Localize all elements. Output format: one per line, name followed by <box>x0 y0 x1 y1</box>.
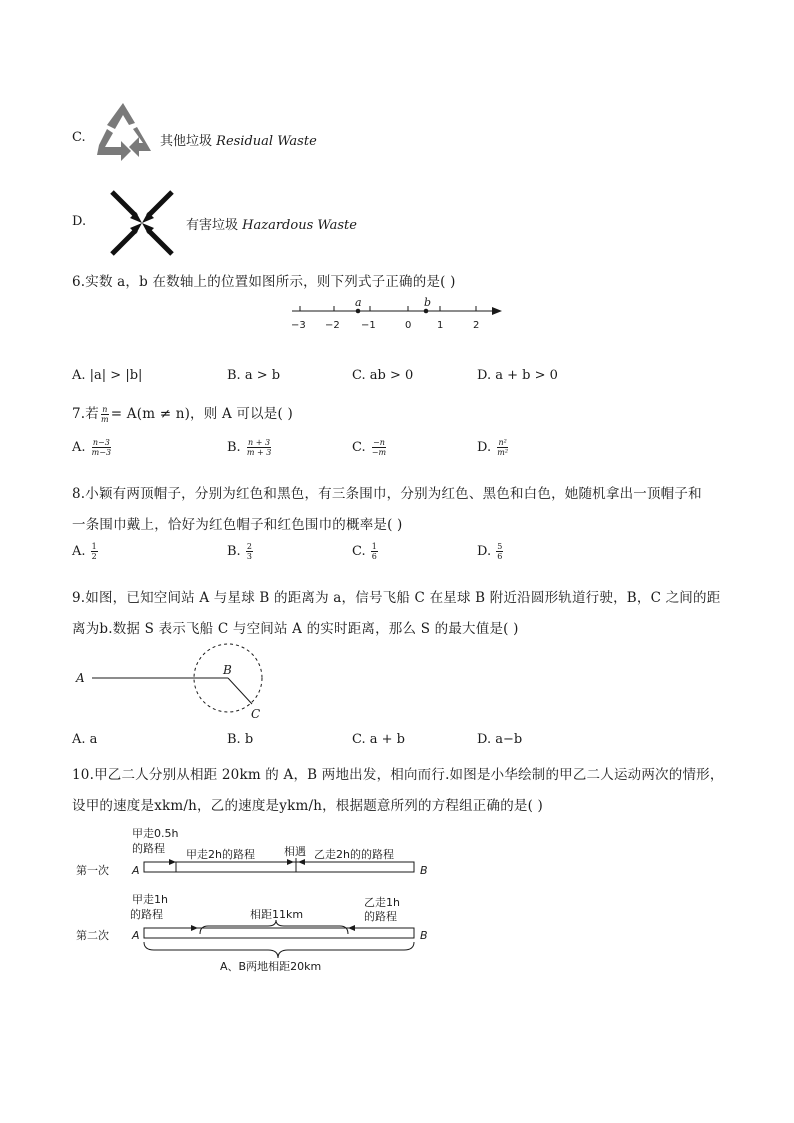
r2-mid-label: 相距11km <box>250 908 304 921</box>
q9-option-d <box>477 732 522 747</box>
q7-stem-num: n <box>102 405 108 414</box>
option-c-text-cn: 其他垃圾 <box>160 134 213 149</box>
option-fraction <box>91 542 98 561</box>
q9-option-b <box>227 732 253 747</box>
r1-seg2-label: 甲走2h的路程 <box>186 848 255 861</box>
fraction-num: 5 <box>497 542 503 551</box>
q6-option-d: D. a + b > 0 <box>477 368 558 383</box>
q10-stem-line2: 设甲的速度是xkm/h，乙的速度是ykm/h，根据题意所列的方程组正确的是( ) <box>72 798 544 814</box>
option-text: B. b <box>227 732 254 747</box>
q8-stem-line2: 一条围巾戴上，恰好为红色帽子和红色围巾的概率是( ) <box>72 517 403 533</box>
option-letter: B. <box>227 440 241 455</box>
fraction-den: m + 3 <box>246 448 272 457</box>
r2-point-b: B <box>420 929 428 942</box>
r2-right-top-label: 乙走1h <box>364 896 400 909</box>
tick-label: −3 <box>291 320 306 331</box>
q7-option-c <box>352 438 388 457</box>
option-fraction <box>246 438 272 457</box>
fraction-den: −m <box>371 448 387 457</box>
option-text: A. a <box>72 732 98 747</box>
option-letter: B. <box>227 544 241 559</box>
row2-label: 第二次 <box>76 929 109 942</box>
fraction-num: 2 <box>246 542 252 551</box>
q10-distance-diagram <box>72 822 442 978</box>
option-letter: D. <box>477 544 492 559</box>
fraction-den: m² <box>497 448 509 457</box>
option-d-text <box>186 214 357 233</box>
fraction-den: 6 <box>497 552 503 561</box>
fraction-num: n² <box>498 438 507 447</box>
option-letter: A. <box>72 544 86 559</box>
option-fraction <box>496 542 503 561</box>
point-c-label: C <box>251 707 261 721</box>
tick-label: 2 <box>473 320 480 331</box>
point-b-label: b <box>424 296 432 309</box>
point-a-label: A <box>76 671 85 685</box>
q10-stem-line1: 10.甲乙二人分别从相距 20km 的 A，B 两地出发，相向而行.如图是小华绘制的甲乙二人运动两次的情形， <box>72 767 724 783</box>
r1-point-b: B <box>420 864 428 877</box>
option-letter: C. <box>352 544 366 559</box>
q7-stem <box>72 402 293 424</box>
q6-number-line <box>288 296 508 336</box>
q9-option-c <box>352 732 405 747</box>
q7-stem-prefix: 7.若 <box>72 406 99 422</box>
fraction-den: 6 <box>371 552 377 561</box>
option-letter: C. <box>352 440 366 455</box>
q9-option-a <box>72 732 97 747</box>
q7-stem-den: m <box>100 415 109 424</box>
tick-label: 1 <box>437 320 444 331</box>
option-fraction <box>371 542 378 561</box>
q7-option-a <box>72 438 113 457</box>
r2-left-top-label: 甲走1h <box>132 893 168 906</box>
fraction-num: n−3 <box>92 438 110 447</box>
hazard-cross-arrows-icon <box>108 190 176 256</box>
q9-orbit-figure <box>70 640 270 724</box>
fraction-num: n + 3 <box>248 438 271 447</box>
q6-stem: 6.实数 a，b 在数轴上的位置如图所示，则下列式子正确的是( ) <box>72 274 456 290</box>
q8-option-b <box>227 542 254 561</box>
q7-option-b <box>227 438 273 457</box>
row1-label: 第一次 <box>76 864 109 877</box>
option-c-letter: C. <box>72 130 86 145</box>
q6-option-c: C. ab > 0 <box>352 368 414 383</box>
r1-seg1-bottom-label: 的路程 <box>132 842 165 855</box>
option-fraction <box>371 438 387 457</box>
r2-total-label: A、B两地相距20km <box>220 960 322 973</box>
r1-seg3-label: 乙走2h的的路程 <box>314 848 394 861</box>
option-fraction <box>246 542 253 561</box>
option-text: C. a + b <box>352 732 405 747</box>
point-b-dot <box>424 309 429 314</box>
fraction-num: −n <box>372 438 385 447</box>
point-a-label: a <box>355 296 362 309</box>
option-d-text-en: Hazardous Waste <box>242 218 357 233</box>
tick-label: −1 <box>361 320 376 331</box>
r1-point-a: A <box>132 864 140 877</box>
q6-option-a: A. |a| > |b| <box>72 368 143 383</box>
fraction-den: 2 <box>91 552 97 561</box>
q8-option-c <box>352 542 379 561</box>
option-d-text-cn: 有害垃圾 <box>186 218 239 233</box>
option-c-text <box>160 130 317 149</box>
q6-option-b: B. a > b <box>227 368 281 383</box>
point-a-dot <box>356 309 361 314</box>
option-fraction <box>496 438 509 457</box>
q9-stem-line1: 9.如图，已知空间站 A 与星球 B 的距离为 a，信号飞船 C 在星球 B 附近沿圆形轨道行驶，B，C 之间的距 <box>72 590 721 606</box>
option-c-text-en: Residual Waste <box>216 134 317 149</box>
option-letter: D. <box>477 440 492 455</box>
option-fraction <box>91 438 112 457</box>
q8-stem-line1: 8.小颖有两顶帽子，分别为红色和黑色，有三条围巾，分别为红色、黑色和白色，她随机拿出一顶帽子和 <box>72 486 702 502</box>
tick-label: 0 <box>405 320 412 331</box>
fraction-den: m−3 <box>91 448 112 457</box>
q7-stem-fraction <box>100 405 110 424</box>
r2-point-a: A <box>132 929 140 942</box>
q7-stem-suffix: = A(m ≠ n)，则 A 可以是( ) <box>110 406 293 422</box>
point-b-label: B <box>223 663 232 677</box>
fraction-den: 3 <box>246 552 252 561</box>
q7-option-d <box>477 438 510 457</box>
option-d-letter: D. <box>72 214 87 229</box>
tick-label: −2 <box>325 320 340 331</box>
r1-meet-label: 相遇 <box>284 845 306 858</box>
recycle-arrows-icon <box>93 101 157 171</box>
fraction-num: 1 <box>371 542 377 551</box>
r1-seg1-top-label: 甲走0.5h <box>132 827 179 840</box>
q8-option-d <box>477 542 504 561</box>
r2-right-bottom-label: 的路程 <box>364 910 397 923</box>
option-text: D. a−b <box>477 732 523 747</box>
option-letter: A. <box>72 440 86 455</box>
r2-left-bottom-label: 的路程 <box>130 908 163 921</box>
fraction-num: 1 <box>91 542 97 551</box>
q9-stem-line2: 离为b.数据 S 表示飞船 C 与空间站 A 的实时距离，那么 S 的最大值是( ) <box>72 621 519 637</box>
q8-option-a <box>72 542 99 561</box>
